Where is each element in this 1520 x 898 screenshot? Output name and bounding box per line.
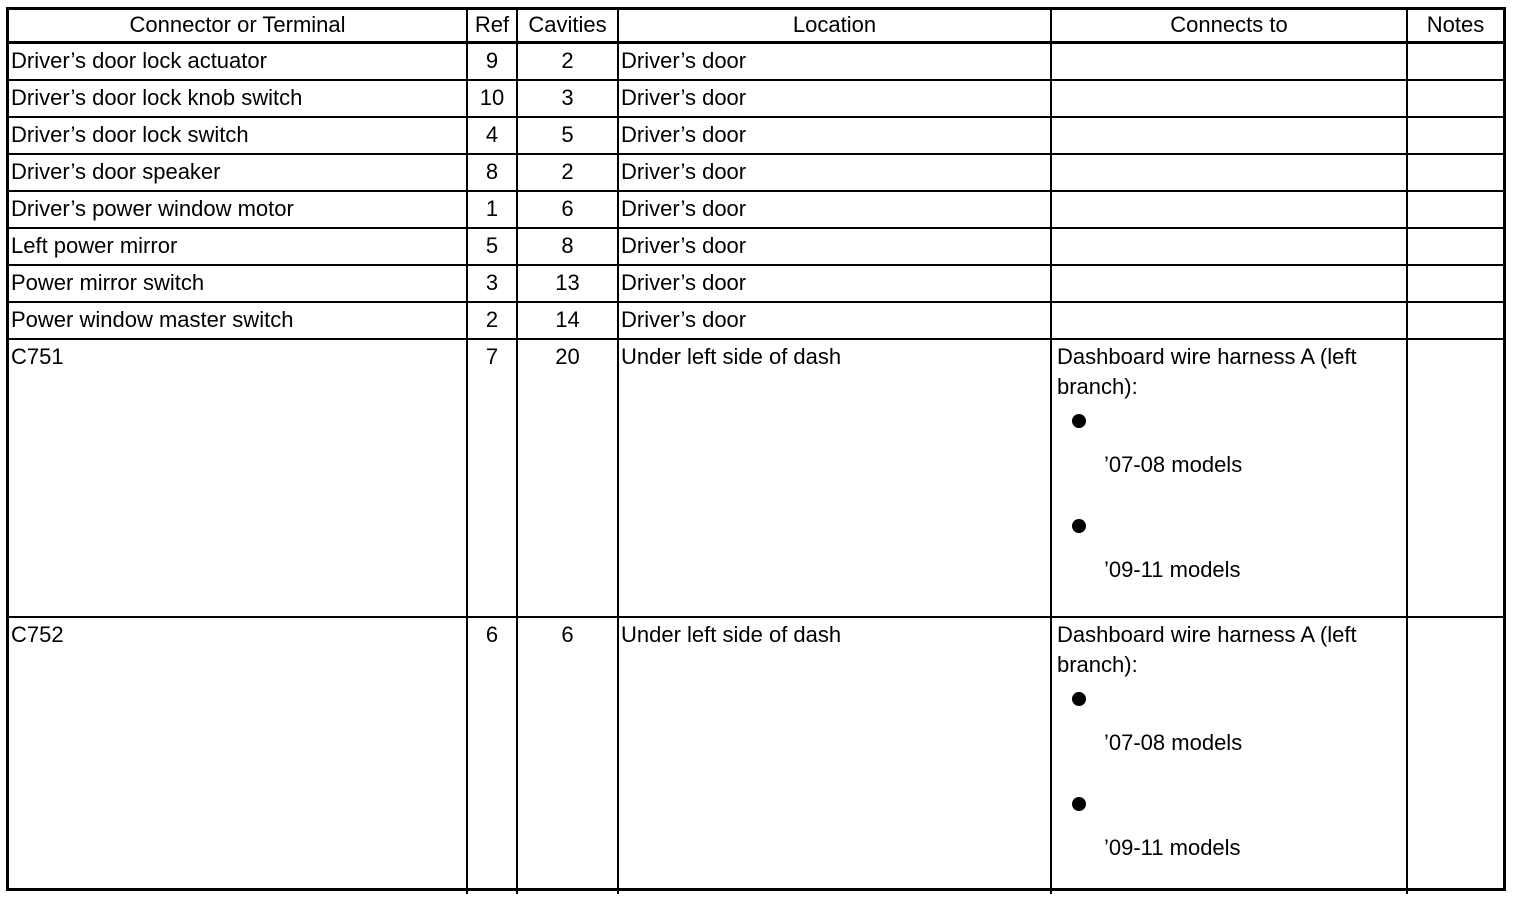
cell-ref: 10 bbox=[467, 80, 517, 117]
cell-notes bbox=[1407, 154, 1503, 191]
cell-notes bbox=[1407, 339, 1503, 617]
cell-ref: 6 bbox=[467, 617, 517, 894]
cell-connects-to bbox=[1051, 265, 1407, 302]
cell-location: Driver’s door bbox=[618, 117, 1051, 154]
cell-ref: 1 bbox=[467, 191, 517, 228]
bullet-item bbox=[1054, 785, 1406, 890]
cell-ref: 9 bbox=[467, 43, 517, 81]
header-location: Location bbox=[618, 10, 1051, 43]
bullet-dot-icon bbox=[1072, 797, 1086, 811]
cell-notes bbox=[1407, 228, 1503, 265]
connects-to-text: Dashboard wire harness A (left branch): bbox=[1057, 622, 1357, 677]
cell-location: Driver’s door bbox=[618, 154, 1051, 191]
cell-location: Under left side of dash bbox=[618, 617, 1051, 894]
cell-connects-to bbox=[1051, 80, 1407, 117]
table-row bbox=[9, 117, 1503, 154]
header-ref: Ref bbox=[467, 10, 517, 43]
bullet-dot-icon bbox=[1072, 692, 1086, 706]
cell-notes bbox=[1407, 302, 1503, 339]
cell-cavities: 2 bbox=[517, 154, 618, 191]
cell-connector: Driver’s door speaker bbox=[9, 154, 467, 191]
cell-location: Under left side of dash bbox=[618, 339, 1051, 617]
bullet-dot-icon bbox=[1072, 519, 1086, 533]
cell-connector: Driver’s power window motor bbox=[9, 191, 467, 228]
cell-connects-to bbox=[1051, 302, 1407, 339]
cell-cavities: 6 bbox=[517, 191, 618, 228]
cell-ref: 3 bbox=[467, 265, 517, 302]
cell-connects-to bbox=[1051, 117, 1407, 154]
cell-connects-to bbox=[1051, 339, 1407, 617]
header-row bbox=[9, 10, 1503, 43]
connects-to-text: Dashboard wire harness A (left branch): bbox=[1057, 344, 1357, 399]
cell-location: Driver’s door bbox=[618, 191, 1051, 228]
cell-connects-to bbox=[1051, 228, 1407, 265]
cell-cavities: 6 bbox=[517, 617, 618, 894]
bullet-item bbox=[1054, 402, 1406, 507]
bullet-text: ’07-08 models bbox=[1104, 730, 1243, 755]
bullet-item bbox=[1054, 680, 1406, 785]
table-row bbox=[9, 154, 1503, 191]
cell-connector: C752 bbox=[9, 617, 467, 894]
header-connector: Connector or Terminal bbox=[9, 10, 467, 43]
cell-location: Driver’s door bbox=[618, 265, 1051, 302]
table-row bbox=[9, 43, 1503, 81]
bullet-text: ’07-08 models bbox=[1104, 452, 1243, 477]
cell-ref: 8 bbox=[467, 154, 517, 191]
cell-location: Driver’s door bbox=[618, 302, 1051, 339]
cell-connector: Power mirror switch bbox=[9, 265, 467, 302]
cell-cavities: 14 bbox=[517, 302, 618, 339]
cell-cavities: 20 bbox=[517, 339, 618, 617]
cell-cavities: 3 bbox=[517, 80, 618, 117]
cell-connector: Driver’s door lock switch bbox=[9, 117, 467, 154]
header-connects-to: Connects to bbox=[1051, 10, 1407, 43]
connector-table bbox=[9, 10, 1503, 894]
cell-connects-to bbox=[1051, 154, 1407, 191]
cell-ref: 5 bbox=[467, 228, 517, 265]
cell-connector: Power window master switch bbox=[9, 302, 467, 339]
table-row bbox=[9, 80, 1503, 117]
cell-connects-to bbox=[1051, 617, 1407, 894]
cell-connects-to bbox=[1051, 191, 1407, 228]
cell-notes bbox=[1407, 117, 1503, 154]
table-row bbox=[9, 228, 1503, 265]
cell-ref: 7 bbox=[467, 339, 517, 617]
cell-cavities: 13 bbox=[517, 265, 618, 302]
cell-cavities: 2 bbox=[517, 43, 618, 81]
header-notes: Notes bbox=[1407, 10, 1503, 43]
bullet-dot-icon bbox=[1072, 414, 1086, 428]
cell-location: Driver’s door bbox=[618, 228, 1051, 265]
cell-notes bbox=[1407, 191, 1503, 228]
table-row bbox=[9, 617, 1503, 894]
cell-ref: 2 bbox=[467, 302, 517, 339]
table-row bbox=[9, 339, 1503, 617]
cell-connector: Driver’s door lock knob switch bbox=[9, 80, 467, 117]
cell-connector: Left power mirror bbox=[9, 228, 467, 265]
cell-notes bbox=[1407, 43, 1503, 81]
cell-cavities: 8 bbox=[517, 228, 618, 265]
cell-cavities: 5 bbox=[517, 117, 618, 154]
cell-notes bbox=[1407, 80, 1503, 117]
cell-connects-to bbox=[1051, 43, 1407, 81]
cell-notes bbox=[1407, 265, 1503, 302]
connector-table-frame bbox=[6, 7, 1506, 891]
bullet-text: ’09-11 models bbox=[1104, 835, 1241, 860]
header-cavities: Cavities bbox=[517, 10, 618, 43]
cell-connector: Driver’s door lock actuator bbox=[9, 43, 467, 81]
table-row bbox=[9, 265, 1503, 302]
bullet-text: ’09-11 models bbox=[1104, 557, 1241, 582]
table-row bbox=[9, 191, 1503, 228]
bullet-item bbox=[1054, 507, 1406, 612]
cell-location: Driver’s door bbox=[618, 80, 1051, 117]
cell-location: Driver’s door bbox=[618, 43, 1051, 81]
cell-connector: C751 bbox=[9, 339, 467, 617]
table-row bbox=[9, 302, 1503, 339]
cell-ref: 4 bbox=[467, 117, 517, 154]
cell-notes bbox=[1407, 617, 1503, 894]
